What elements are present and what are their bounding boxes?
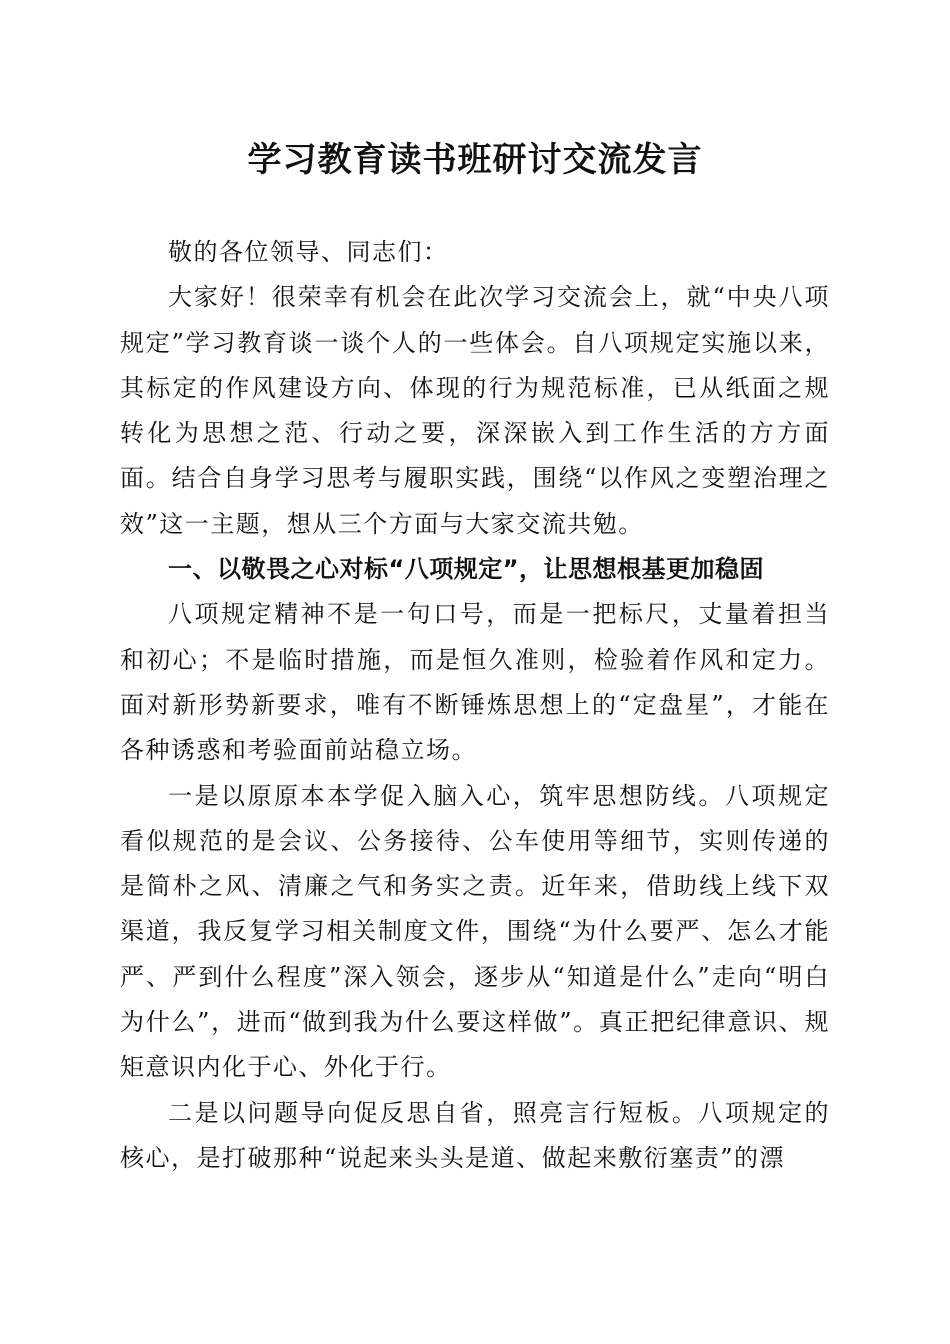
- point1-body: 八项规定看似规范的是会议、公务接待、公车使用等细节，实则传递的是简朴之风、清廉之气和务实之责。近年来，借助线上线下双渠道，我反复学习相关制度文件，围绕“为什么要严、怎么才能严、严到什么程度”深入领会，逐步从“知道是什么”走向“明白为什么”，进而“做到我为什么要这样做”。真正把纪律意识、规矩意识内化于心、外化于行。: [120, 781, 830, 1082]
- point1-lead: 一是以原原本本学促入脑入心，筑牢思想防线。: [168, 781, 725, 810]
- section-heading-1: 一、以敬畏之心对标“八项规定”，让思想根基更加稳固: [168, 555, 765, 584]
- document-body: [120, 230, 830, 1181]
- point2-body: 八项规定的核心，是打破那种“说起来头头是道、做起来敷衍塞责”的漂: [120, 1098, 831, 1172]
- section1-paragraph: 八项规定精神不是一句口号，而是一把标尺，丈量着担当和初心；不是临时措施，而是恒久准则，检验着作风和定力。面对新形势新要求，唯有不断锤炼思想上的“定盘星”，才能在各种诱惑和考验面前站稳立场。: [120, 600, 830, 765]
- intro-paragraph: 大家好！很荣幸有机会在此次学习交流会上，就“中央八项规定”学习教育谈一谈个人的一些体会。自八项规定实施以来，其标定的作风建设方向、体现的行为规范标准，已从纸面之规转化为思想之范、行动之要，深深嵌入到工作生活的方方面面。结合自身学习思考与履职实践，围绕“以作风之变塑治理之效”这一主题，想从三个方面与大家交流共勉。: [120, 283, 830, 538]
- greeting-paragraph: 敬的各位领导、同志们：: [168, 238, 449, 266]
- point1-paragraph: [120, 774, 830, 1091]
- document-title: 学习教育读书班研讨交流发言: [247, 140, 703, 180]
- point2-lead: 二是以问题导向促反思自省，照亮言行短板。: [168, 1098, 699, 1127]
- point2-paragraph: [120, 1091, 830, 1182]
